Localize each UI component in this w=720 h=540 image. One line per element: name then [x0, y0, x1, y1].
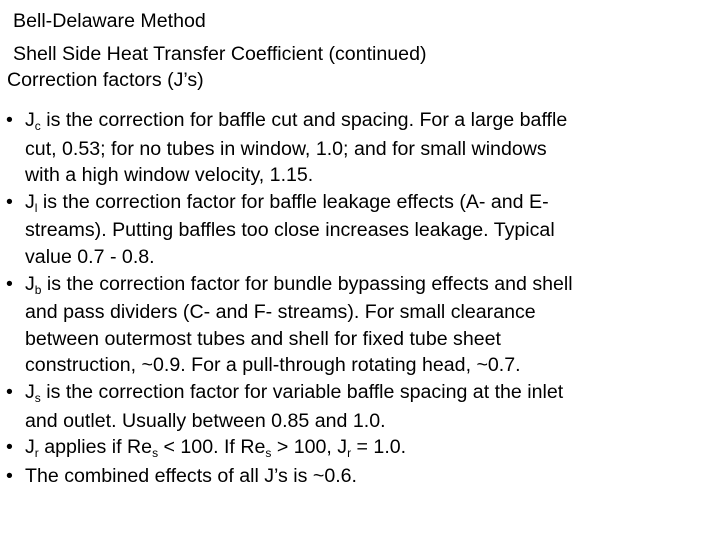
bullet-line [25, 434, 720, 463]
bullet-text: = 1.0. [351, 436, 407, 459]
bullet-line: construction, ~0.9. For a pull-through rotating head, ~0.7. [25, 354, 521, 377]
bullet-jc [0, 107, 720, 189]
reynolds-subscript: s [265, 446, 272, 461]
bullet-jb [0, 271, 720, 379]
bullet-text: < 100. If Re [158, 436, 266, 459]
bullet-jl [0, 189, 720, 271]
bullet-text: is the correction factor for variable baffle spacing at the inlet [40, 380, 564, 403]
bullet-marker: • [6, 272, 13, 295]
factor-symbol: J [25, 436, 35, 459]
bullet-text: applies if Re [38, 436, 153, 459]
factor-subscript: c [34, 119, 41, 133]
bullet-line: between outermost tubes and shell for fixed tube sheet [25, 327, 501, 350]
factor-subscript: b [34, 282, 42, 297]
bullet-line [25, 107, 720, 136]
bullet-line: and pass dividers (C- and F- streams). For small clearance [25, 301, 536, 324]
bullet-text: is the correction factor for bundle bypassing effects and shell [41, 272, 573, 295]
bullet-line: with a high window velocity, 1.15. [25, 164, 314, 187]
slide-title-line-2: Shell Side Heat Transfer Coefficient (continued) [13, 43, 427, 65]
bullet-marker: • [6, 464, 13, 487]
bullet-combined [0, 463, 720, 490]
bullet-line: The combined effects of all J’s is ~0.6. [25, 464, 358, 487]
bullet-marker: • [6, 380, 13, 403]
slide-title-line-1: Bell-Delaware Method [13, 10, 206, 32]
bullet-js [0, 379, 720, 434]
bullet-line [25, 271, 720, 300]
factor-subscript: r [347, 446, 352, 461]
bullet-line [25, 189, 720, 218]
factor-symbol: J [25, 380, 35, 403]
bullet-line [25, 379, 720, 408]
factor-symbol: J [25, 272, 35, 295]
bullet-jr [0, 434, 720, 463]
factor-subscript: s [34, 390, 41, 405]
reynolds-subscript: s [152, 446, 159, 461]
factor-symbol: J [25, 109, 35, 131]
bullet-marker: • [6, 109, 13, 131]
factor-subscript: l [34, 200, 38, 215]
bullet-marker: • [6, 190, 13, 213]
slide-subtitle: Correction factors (J’s) [7, 69, 204, 91]
bullet-line: and outlet. Usually between 0.85 and 1.0. [25, 409, 386, 432]
bullet-line: cut, 0.53; for no tubes in window, 1.0; and for small windows [25, 137, 547, 160]
bullet-line: value 0.7 - 0.8. [25, 245, 155, 268]
factor-symbol: J [25, 190, 35, 213]
factor-subscript: r [34, 446, 39, 461]
bullet-list [0, 107, 720, 489]
bullet-line: streams). Putting baffles too close increases leakage. Typical [25, 219, 555, 242]
bullet-text: is the correction for baffle cut and spacing. For a large baffle [40, 109, 568, 131]
bullet-text: > 100, J [271, 436, 348, 459]
bullet-marker: • [6, 436, 13, 459]
bullet-text: is the correction factor for baffle leakage effects (A- and E- [37, 190, 549, 213]
